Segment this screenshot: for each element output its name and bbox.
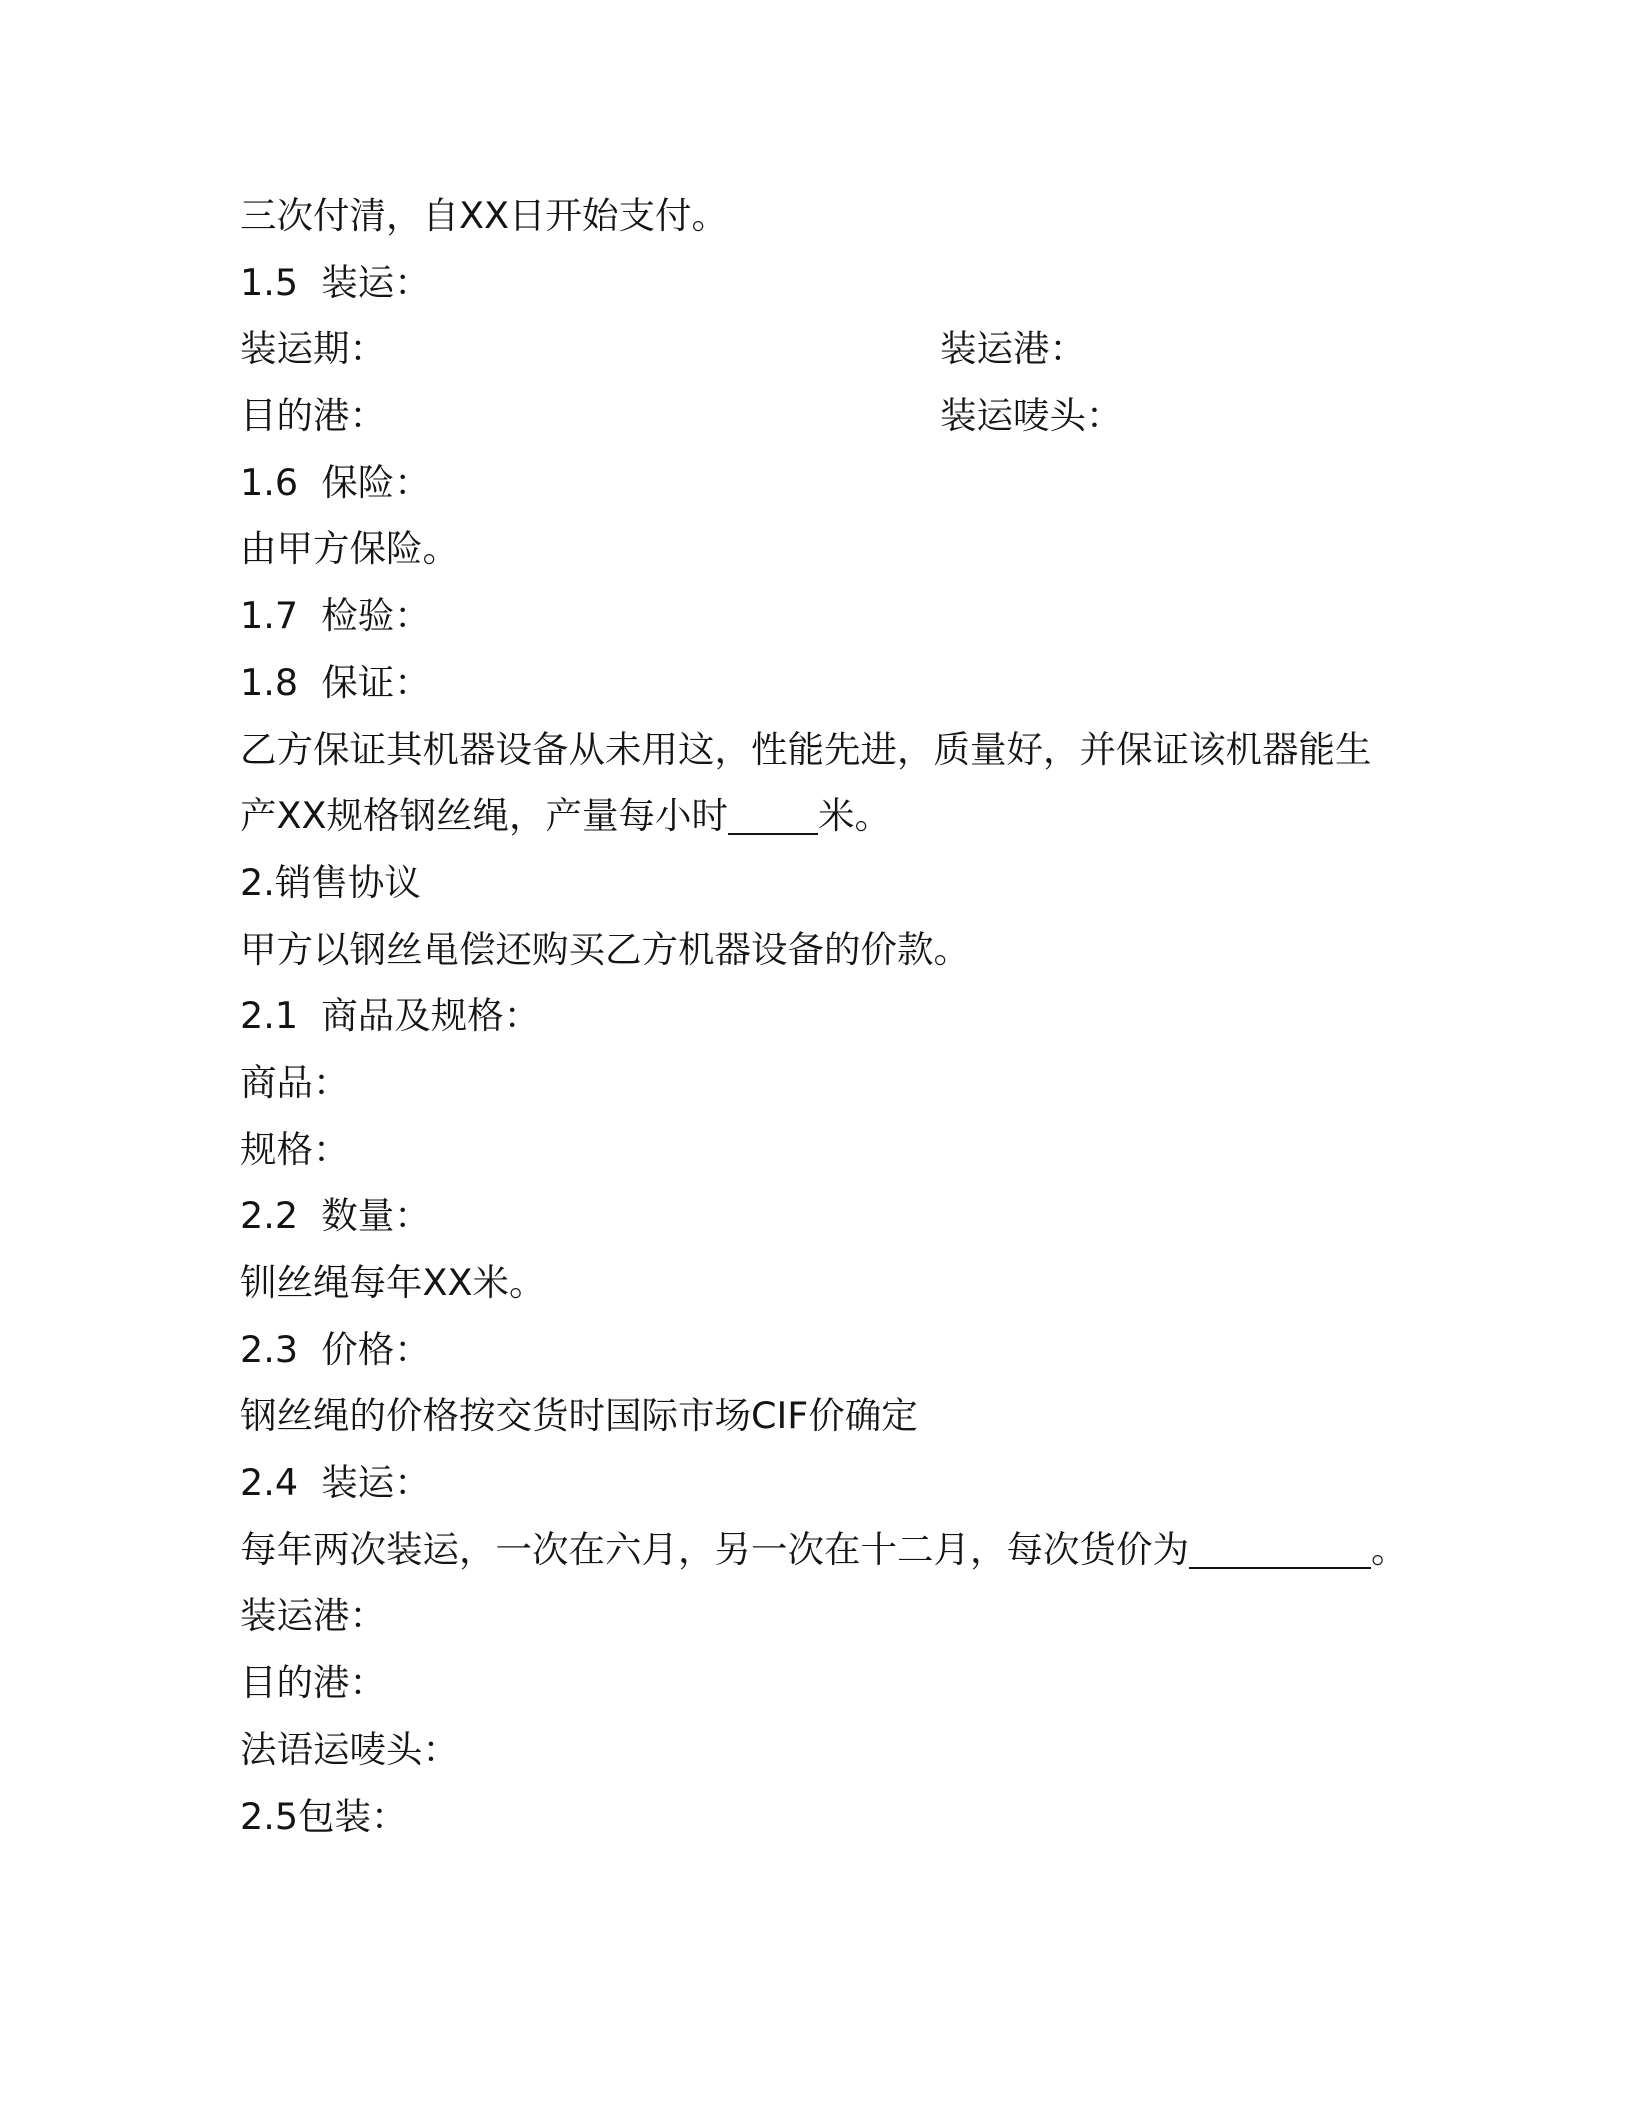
goods-label: 商品： — [240, 1060, 350, 1104]
shipment-text-before-blank: 每年两次装运，一次在六月，另一次在十二月，每次货价为 — [240, 1527, 1189, 1571]
guarantee-text-line-2 — [240, 783, 1420, 850]
shipping-marks-label: 装运唛头： — [940, 394, 1123, 438]
specification-label: 规格： — [240, 1127, 350, 1171]
shipping-row-1 — [240, 316, 1420, 383]
shipping-marks-label-2: 法语运唛头： — [240, 1727, 459, 1771]
shipment-text-after-blank: 。 — [1371, 1527, 1408, 1571]
shipping-port-label: 装运港： — [940, 327, 1086, 371]
insurance-text: 由甲方保险。 — [240, 527, 459, 571]
section-1-8-heading: 1.8 保证： — [240, 660, 431, 704]
guarantee-text-after-blank: 米。 — [818, 794, 892, 838]
section-1-7-heading: 1.7 检验： — [240, 594, 431, 638]
shipping-row-2 — [240, 383, 1420, 450]
section-2-4-heading: 2.4 装运： — [240, 1461, 431, 1505]
destination-port-label-2: 目的港： — [240, 1661, 386, 1705]
section-2-heading: 2.销售协议 — [240, 860, 421, 904]
guarantee-text-line-1: 乙方保证其机器设备从未用这，性能先进，质量好，并保证该机器能生 — [240, 727, 1372, 771]
section-2-2-heading: 2.2 数量： — [240, 1194, 431, 1238]
section-2-3-heading: 2.3 价格： — [240, 1327, 431, 1371]
shipping-period-label: 装运期： — [240, 327, 386, 371]
section-2-text: 甲方以钢丝黾偿还购买乙方机器设备的价款。 — [240, 927, 970, 971]
section-1-6-heading: 1.6 保险： — [240, 460, 431, 504]
section-2-5-heading: 2.5包装： — [240, 1794, 408, 1838]
price-text: 钢丝绳的价格按交货时国际市场CIF价确定 — [240, 1394, 918, 1438]
output-per-hour-blank — [728, 783, 818, 835]
shipment-value-blank — [1189, 1517, 1371, 1569]
section-2-1-heading: 2.1 商品及规格： — [240, 994, 541, 1038]
document-body — [240, 183, 1420, 1850]
guarantee-text-before-blank: 产XX规格钢丝绳，产量每小时 — [240, 794, 729, 838]
destination-port-label: 目的港： — [240, 394, 386, 438]
payment-tail-line: 三次付清，自XX日开始支付。 — [240, 194, 729, 237]
shipment-schedule-text — [240, 1517, 1420, 1584]
shipping-port-label-2: 装运港： — [240, 1594, 386, 1638]
quantity-text: 钏丝绳每年XX米。 — [240, 1261, 546, 1304]
section-1-5-heading: 1.5 装运： — [240, 260, 431, 304]
